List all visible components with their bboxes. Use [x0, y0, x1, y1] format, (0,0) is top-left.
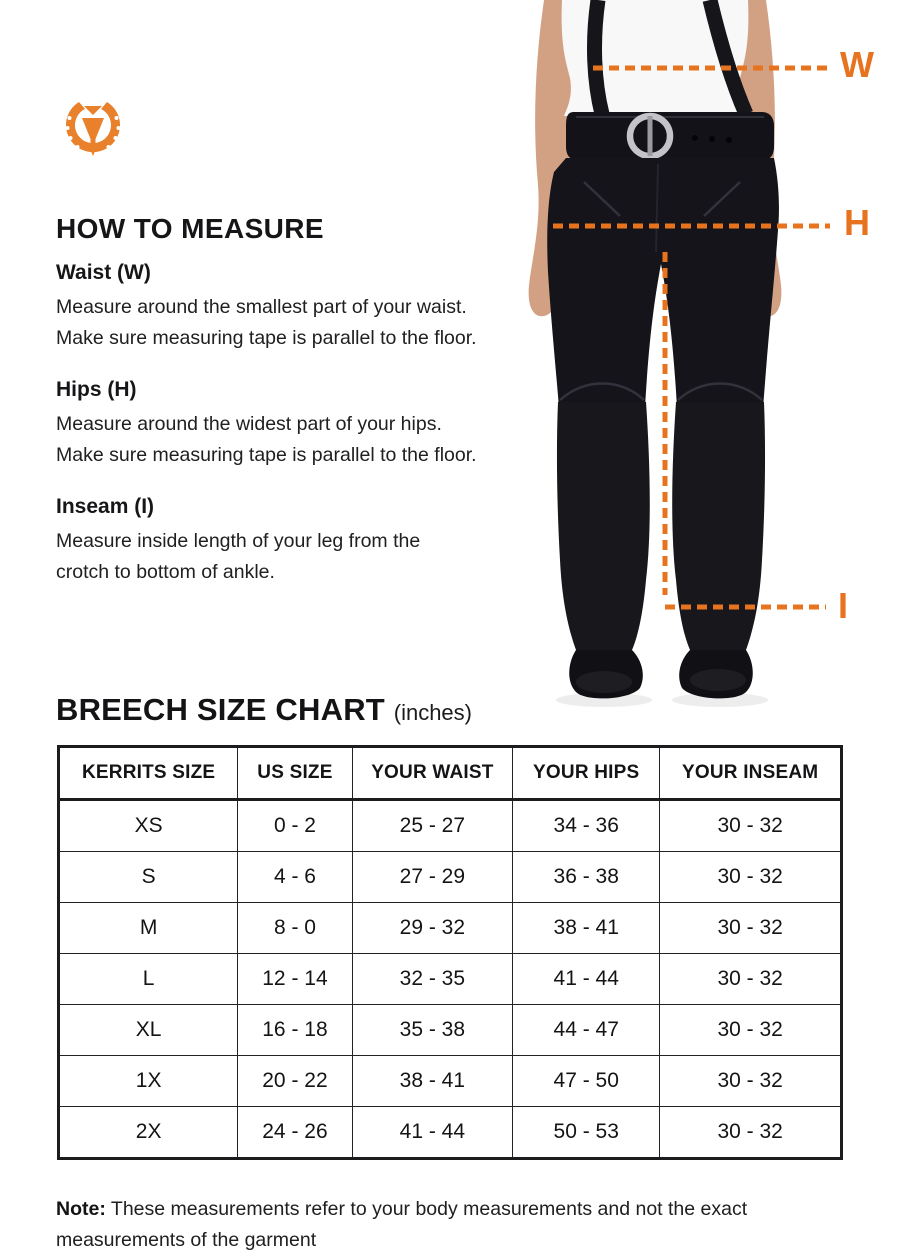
table-cell: 24 - 26	[238, 1107, 352, 1159]
table-cell: 34 - 36	[513, 800, 660, 852]
table-cell: 38 - 41	[352, 1056, 513, 1107]
inseam-instruction-line: Measure inside length of your leg from the	[56, 530, 421, 552]
hips-heading: Hips (H)	[56, 378, 137, 401]
column-header: KERRITS SIZE	[59, 747, 238, 800]
table-cell: 16 - 18	[238, 1005, 352, 1056]
size-table	[57, 745, 843, 1160]
size-chart-title-text: BREECH SIZE CHART	[56, 691, 385, 727]
size-chart-title	[56, 692, 472, 728]
table-cell: 1X	[59, 1056, 238, 1107]
table-cell: 30 - 32	[660, 903, 842, 954]
table-cell: XS	[59, 800, 238, 852]
table-cell: 29 - 32	[352, 903, 513, 954]
table-cell: 4 - 6	[238, 852, 352, 903]
inseam-section	[56, 494, 538, 587]
inseam-label: I	[838, 585, 849, 626]
size-table-header-row	[59, 747, 842, 800]
hips-instruction-line: Measure around the widest part of your hips.	[56, 413, 442, 435]
table-cell: 38 - 41	[513, 903, 660, 954]
note-label: Note:	[56, 1197, 106, 1220]
table-cell: M	[59, 903, 238, 954]
hips-instruction-line: Make sure measuring tape is parallel to the floor.	[56, 443, 477, 466]
hips-section	[56, 377, 538, 470]
model-shirt	[562, 0, 749, 116]
table-cell: XL	[59, 1005, 238, 1056]
table-cell: L	[59, 954, 238, 1005]
table-row	[59, 800, 842, 852]
note-text: These measurements refer to your body measurements and not the exact measurements of the garment	[56, 1197, 748, 1251]
hips-label: H	[844, 202, 870, 243]
table-cell: 0 - 2	[238, 800, 352, 852]
table-row	[59, 903, 842, 954]
table-cell: 36 - 38	[513, 852, 660, 903]
column-header: YOUR WAIST	[352, 747, 513, 800]
column-header: YOUR HIPS	[513, 747, 660, 800]
table-cell: 50 - 53	[513, 1107, 660, 1159]
table-cell: 27 - 29	[352, 852, 513, 903]
table-row	[59, 852, 842, 903]
table-cell: 35 - 38	[352, 1005, 513, 1056]
measure-instructions	[56, 260, 538, 611]
table-row	[59, 1107, 842, 1159]
suspender-strap-left	[595, 0, 602, 114]
kerrits-logo	[55, 92, 131, 160]
table-cell: S	[59, 852, 238, 903]
model-belt	[566, 112, 774, 160]
waist-section	[56, 260, 538, 353]
column-header: US SIZE	[238, 747, 352, 800]
size-chart-units: (inches)	[393, 699, 472, 725]
table-cell: 30 - 32	[660, 800, 842, 852]
kerrits-horseshoe-rider-icon	[55, 92, 131, 160]
table-cell: 2X	[59, 1107, 238, 1159]
table-cell: 30 - 32	[660, 954, 842, 1005]
size-table-body	[59, 800, 842, 1159]
inseam-heading: Inseam (I)	[56, 495, 155, 518]
inseam-instruction-line: crotch to bottom of ankle.	[56, 560, 275, 583]
table-cell: 41 - 44	[352, 1107, 513, 1159]
model-photo	[480, 0, 850, 710]
table-row	[59, 954, 842, 1005]
table-cell: 30 - 32	[660, 1056, 842, 1107]
table-row	[59, 1005, 842, 1056]
model-breeches	[547, 158, 779, 408]
table-cell: 30 - 32	[660, 852, 842, 903]
waist-label: W	[840, 44, 874, 85]
table-cell: 12 - 14	[238, 954, 352, 1005]
waist-instruction-line: Make sure measuring tape is parallel to the floor.	[56, 326, 477, 349]
column-header: YOUR INSEAM	[660, 747, 842, 800]
note	[56, 1194, 854, 1256]
table-cell: 41 - 44	[513, 954, 660, 1005]
table-cell: 30 - 32	[660, 1005, 842, 1056]
how-to-measure-title: HOW TO MEASURE	[56, 212, 324, 244]
model-boots	[556, 402, 768, 707]
table-cell: 47 - 50	[513, 1056, 660, 1107]
table-cell: 44 - 47	[513, 1005, 660, 1056]
waist-heading: Waist (W)	[56, 261, 151, 284]
table-cell: 8 - 0	[238, 903, 352, 954]
table-cell: 30 - 32	[660, 1107, 842, 1159]
waist-instruction-line: Measure around the smallest part of your waist.	[56, 296, 467, 318]
table-cell: 20 - 22	[238, 1056, 352, 1107]
table-row	[59, 1056, 842, 1107]
table-cell: 25 - 27	[352, 800, 513, 852]
table-cell: 32 - 35	[352, 954, 513, 1005]
